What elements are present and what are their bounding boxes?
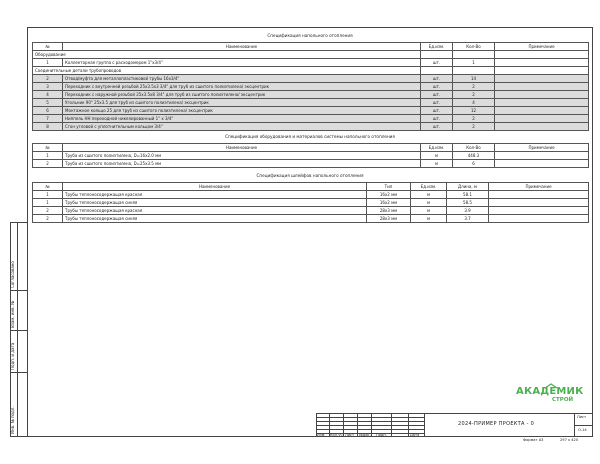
cell-note [489, 207, 589, 215]
header-no: № [33, 43, 63, 51]
table-row [33, 59, 589, 67]
cell-unit: шт. [421, 123, 453, 131]
header-name: Наименование [63, 144, 421, 152]
tb-sheet-value: О-14 [578, 428, 587, 432]
cell-unit: шт. [421, 115, 453, 123]
cell-name: Трубы теплоносодержащая красная [63, 191, 367, 199]
cell-qty: 1 [453, 59, 495, 67]
title-block [316, 413, 593, 437]
tb-col-doc: №док. [359, 432, 371, 437]
tb-col-izm: Изм. [317, 432, 326, 437]
side-stamp-label-sign: Подп. и дата [10, 342, 15, 370]
header-note: Примечание [495, 43, 589, 51]
cell-no: 1 [33, 199, 63, 207]
project-code: 2024-ПРИМЕР ПРОЕКТА - 0 [458, 421, 535, 427]
cell-no: 1 [33, 152, 63, 160]
section3-title: Спецификация шлейфов напольного отопления [256, 173, 364, 178]
header-name: Наименование [63, 183, 367, 191]
cell-no: 1 [33, 191, 63, 199]
cell-no: 5 [33, 99, 63, 107]
cell-note [489, 191, 589, 199]
tb-sheet-label: Лист [577, 415, 587, 419]
cell-name: Коллекторная группа с расходомером 1"х3/4" [63, 59, 421, 67]
table-row [33, 115, 589, 123]
cell-note [495, 83, 589, 91]
cell-note [489, 215, 589, 223]
cell-name: Угольник 90° 25х3.5 для труб из сшитого полиэтилена/ эксцентрик [63, 99, 421, 107]
cell-name: Переходник с внутренней резьбой 25х3.5х3 3/4" для труб из сшитого полиэтилена/ эксцентрик [63, 83, 421, 91]
cell-no: 3 [33, 83, 63, 91]
cell-name: Переходник с наружной резьбой 25х3.5х8 3/4" для труб из сшитого полиэтилена/ эксцентрик [63, 91, 421, 99]
cell-type: 28х3 мм [367, 207, 411, 215]
side-stamp-label-agreed: Согласовано [10, 261, 15, 288]
cell-unit: м [411, 215, 447, 223]
cell-note [495, 152, 589, 160]
cell-note [495, 99, 589, 107]
table-row [33, 123, 589, 131]
logo-sub: СТРОЙ [552, 397, 574, 403]
header-qty: Кол-Во [453, 144, 495, 152]
cell-unit: шт. [421, 99, 453, 107]
section2-title: Спецификация оборудования и материалов системы напольного отопления [225, 134, 395, 139]
page-size: 297 x 420 [560, 438, 579, 442]
header-qty: Кол-Во [453, 43, 495, 51]
cell-length: 58.1 [447, 191, 489, 199]
cell-note [495, 123, 589, 131]
side-stamp-label-replace: Взам. инв. № [10, 300, 15, 328]
cell-type: 28х3 мм [367, 215, 411, 223]
cell-no: 7 [33, 115, 63, 123]
table-row [33, 207, 589, 215]
cell-no: 2 [33, 215, 63, 223]
header-unit: Ед.изм. [421, 144, 453, 152]
table-header [33, 183, 589, 191]
table-row [33, 91, 589, 99]
format-label: Формат А3 [523, 438, 544, 442]
cell-note [495, 115, 589, 123]
cell-note [495, 75, 589, 83]
cell-unit: шт. [421, 59, 453, 67]
cell-unit: м [411, 207, 447, 215]
table-row [33, 51, 589, 59]
header-no: № [33, 144, 63, 152]
cell-unit: шт. [421, 107, 453, 115]
cell-no: 8 [33, 123, 63, 131]
side-stamp-divider [10, 290, 27, 291]
cell-type: 16х2 мм [367, 199, 411, 207]
cell-unit: м [421, 152, 453, 160]
table-header [33, 43, 589, 51]
tb-col-sign: Подп. [376, 432, 387, 437]
header-unit: Ед.изм. [411, 183, 447, 191]
cell-name: Ниппель НН переходной никелированный 1" х 3/4" [63, 115, 421, 123]
cell-note [495, 59, 589, 67]
table-row [33, 99, 589, 107]
cell-unit: шт. [421, 91, 453, 99]
cell-no: 1 [33, 59, 63, 67]
cell-note [495, 107, 589, 115]
cell-name: Трубы теплоносодержащая красная [63, 207, 367, 215]
section2-table [32, 143, 589, 168]
cell-no: 6 [33, 107, 63, 115]
table-row [33, 107, 589, 115]
logo-name: АКАДЕМИК [516, 386, 584, 397]
section3-table [32, 182, 589, 223]
cell-name: Сгон угловой с уплотнительным кольцом 3/4" [63, 123, 421, 131]
cell-qty: 2 [453, 115, 495, 123]
section1-table [32, 42, 589, 131]
cell-qty: 14 [453, 75, 495, 83]
table-row [33, 160, 589, 168]
tb-col-date: Дата [410, 432, 420, 437]
table-row [33, 215, 589, 223]
cell-qty: 12 [453, 107, 495, 115]
table-row [33, 83, 589, 91]
cell-qty: 4 [453, 99, 495, 107]
cell-note [489, 199, 589, 207]
cell-no: 2 [33, 160, 63, 168]
header-unit: Ед.изм. [421, 43, 453, 51]
side-stamp-label-inv: Инв. № подл. [10, 406, 15, 434]
company-logo [516, 386, 584, 406]
cell-name: Отвод/муфта для металлопластиковой трубы 16х3/4" [63, 75, 421, 83]
cell-length: 3.7 [447, 215, 489, 223]
cell-name: Монтажное кольцо 25 для труб из сшитого полиэтилена/ эксцентрик [63, 107, 421, 115]
cell-name: Труба из сшитого полиэтилена, D=25х3.5 мм [63, 160, 421, 168]
tb-col-kol: Кол.уч [330, 432, 343, 437]
cell-unit: шт. [421, 75, 453, 83]
table-row [33, 199, 589, 207]
side-stamp-divider [10, 330, 27, 331]
cell-name: Трубы теплоносодержащая синяя [63, 215, 367, 223]
table-row [33, 75, 589, 83]
cell-type: 16х2 мм [367, 191, 411, 199]
cell-unit: м [411, 199, 447, 207]
header-no: № [33, 183, 63, 191]
header-note: Примечание [495, 144, 589, 152]
cell-note [495, 160, 589, 168]
cell-qty: 448.3 [453, 152, 495, 160]
cell-name: Труба из сшитого полиэтилена, D=16х2.0 мм [63, 152, 421, 160]
header-length: Длина, м [447, 183, 489, 191]
side-stamp-divider [10, 372, 27, 373]
cell-no: 2 [33, 207, 63, 215]
header-name: Наименование [63, 43, 421, 51]
header-type: Тип [367, 183, 411, 191]
table-row [33, 152, 589, 160]
cell-no: 2 [33, 75, 63, 83]
cell-unit: м [411, 191, 447, 199]
row-group-label: Оборудование [33, 51, 421, 59]
cell-no: 4 [33, 91, 63, 99]
cell-qty: 2 [453, 123, 495, 131]
cell-name: Трубы теплоносодержащая синяя [63, 199, 367, 207]
table-row [33, 67, 589, 75]
cell-length: 58.5 [447, 199, 489, 207]
cell-unit: шт. [421, 83, 453, 91]
cell-qty: 2 [453, 91, 495, 99]
cell-qty: 2 [453, 83, 495, 91]
section1-title: Спецификация напольного отопления [267, 33, 353, 38]
header-note: Примечание [489, 183, 589, 191]
row-group-label: Соединительные детали трубопроводов [33, 67, 421, 75]
cell-qty: 6 [453, 160, 495, 168]
table-header [33, 144, 589, 152]
cell-length: 3.9 [447, 207, 489, 215]
table-row [33, 191, 589, 199]
cell-note [495, 91, 589, 99]
cell-unit: м [421, 160, 453, 168]
tb-col-list: Лист [345, 432, 355, 437]
